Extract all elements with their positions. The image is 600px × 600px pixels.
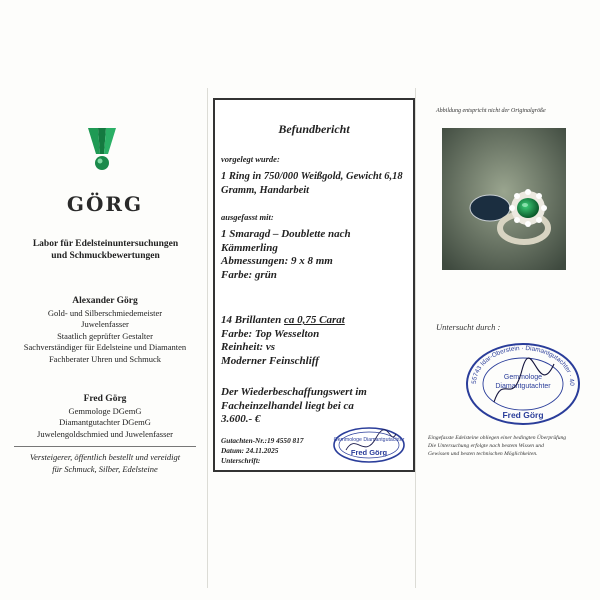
cut: Moderner Feinschliff	[221, 354, 319, 367]
submitted-label: vorgelegt wurde:	[221, 154, 280, 164]
right-panel	[418, 0, 600, 600]
auctioneer-line: Versteigerer, öffentlich bestellt und vereidigt	[29, 452, 181, 462]
brand-name: GÖRG	[66, 192, 144, 216]
brilliants-carat: ca 0,75 Carat	[283, 314, 345, 326]
ring-photo	[442, 128, 566, 270]
stone-description	[221, 228, 409, 282]
value-amount: 3.600.- €	[221, 413, 261, 425]
stamp-ring-path: 55743 Idar-Oberstein · Diamantgutachter · 40	[470, 344, 576, 386]
divider	[14, 446, 196, 447]
stone-color: Farbe: grün	[221, 268, 277, 281]
person-line: Staatlich geprüfter Gestalter	[57, 330, 153, 341]
person-line: Gold- und Silberschmiedemeister	[47, 307, 163, 318]
report-title: Befundbericht	[278, 122, 350, 136]
brilliants-line	[221, 314, 409, 328]
certificate-date: Datum: 24.11.2025	[221, 446, 279, 455]
person-line: Sachverständiger für Edelsteine und Diamanten	[23, 342, 187, 352]
person-alexander	[6, 296, 204, 365]
stone-line: 1 Smaragd – Doublette nach Kämmerling	[221, 228, 351, 254]
stamp-center-2: Diamantgutachter	[495, 383, 551, 390]
examined-label: Untersucht durch :	[436, 322, 501, 332]
stamp-small-name: Fred Görg	[350, 448, 388, 457]
disclaimer-line: Eingefasste Edelsteine obliegen einer bedingten Überprüfung	[428, 435, 567, 441]
fold-line	[415, 88, 416, 588]
auctioneer-note	[6, 452, 204, 475]
ring-photo-icon	[442, 128, 566, 270]
value-statement	[221, 386, 409, 427]
brilliants-count: 14 Brillanten	[221, 314, 284, 326]
value-text: Der Wiederbeschaffungswert im Facheinzelhandel liegt bei ca	[221, 386, 367, 412]
person-name: Alexander Görg	[72, 296, 138, 306]
disclaimer-line: Gewissen und besten technischen Möglichkeiten.	[428, 450, 538, 457]
brilliant-color: Farbe: Top Wesselton	[221, 327, 320, 340]
item-description: 1 Ring in 750/000 Weißgold, Gewicht 6,18 Gramm, Handarbeit	[221, 171, 403, 196]
report-box	[213, 98, 415, 472]
stamp-small	[332, 426, 406, 464]
person-line: Fachberater Uhren und Schmuck	[48, 353, 162, 364]
set-label: ausgefasst mit:	[221, 212, 274, 222]
dimensions: Abmessungen: 9 x 8 mm	[221, 255, 333, 267]
disclaimer	[428, 435, 596, 458]
emerald-logo-icon	[84, 126, 120, 172]
purity: Reinheit: vs	[221, 341, 276, 353]
signature-label: Unterschrift:	[221, 456, 261, 465]
lab-title-line: und Schmuckbewertungen	[51, 251, 160, 261]
brilliants-description	[221, 314, 409, 368]
auctioneer-line: für Schmuck, Silber, Edelsteine	[52, 463, 158, 474]
certificate-number: Gutachten-Nr.:19 4550 817	[221, 436, 304, 445]
person-name: Fred Görg	[83, 394, 127, 404]
left-panel	[0, 0, 205, 600]
fold-line	[207, 88, 208, 588]
stamp-center-1: Gemmologe	[503, 374, 543, 381]
disclaimer-line: Die Untersuchung erfolgte nach bestem Wissen und	[428, 442, 544, 449]
lab-title-line: Labor für Edelsteinuntersuchungen	[32, 239, 179, 249]
photo-note: Abbildung entspricht nicht der Originalgröße	[436, 108, 546, 114]
stamp-large	[464, 342, 582, 426]
person-line: Juwelengoldschmied und Juwelenfasser	[37, 428, 173, 439]
person-line: Gemmologe DGemG	[68, 405, 142, 416]
lab-title	[8, 238, 203, 262]
person-line: Diamantgutachter DGemG	[59, 417, 151, 427]
stamp-name: Fred Görg	[502, 410, 544, 420]
person-line: Juwelenfasser	[81, 319, 129, 329]
person-fred	[6, 394, 204, 440]
stamp-small-top: Gemmologe Diamantgutachter	[333, 437, 405, 443]
